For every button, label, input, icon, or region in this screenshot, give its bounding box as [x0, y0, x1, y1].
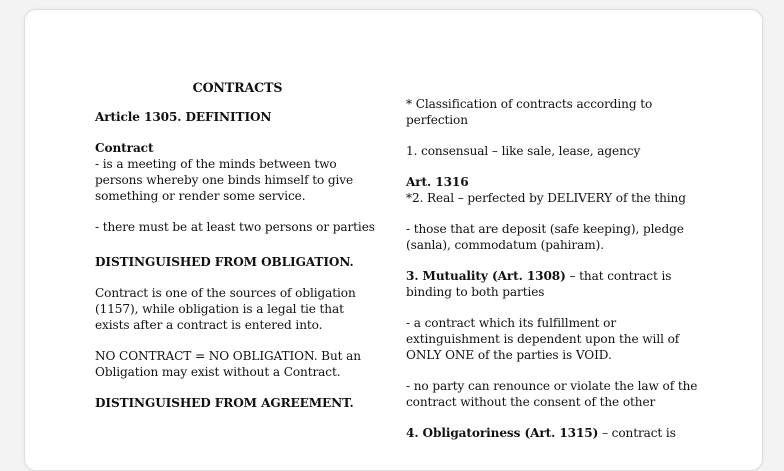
distinguished-from-obligation-heading: DISTINGUISHED FROM OBLIGATION.	[95, 255, 354, 269]
mutuality-void-text: - a contract which its fulfillment or extinguishment is dependent upon the will of ONLY ONE of the parties is VOID.	[406, 316, 680, 362]
right-column	[406, 96, 701, 441]
mutuality-heading: 3. Mutuality (Art. 1308)	[406, 269, 566, 283]
obligatoriness-text: – contract is	[598, 426, 676, 440]
obligation-text: Contract is one of the sources of obligation (1157), while obligation is a legal tie that exists after a contract is entered into.	[95, 286, 356, 332]
art-1316-heading: Art. 1316	[406, 175, 469, 189]
contract-term: Contract	[95, 141, 154, 155]
consensual-text: 1. consensual – like sale, lease, agency	[406, 144, 641, 158]
left-column	[95, 80, 380, 411]
two-persons-note: - there must be at least two persons or parties	[95, 220, 375, 234]
mutuality-text: – that contract is binding to both parties	[406, 269, 672, 299]
document-page	[24, 9, 763, 471]
real-text: *2. Real – perfected by DELIVERY of the thing	[406, 191, 686, 205]
no-contract-text: NO CONTRACT = NO OBLIGATION. But an Obligation may exist without a Contract.	[95, 349, 361, 379]
no-party-text: - no party can renounce or violate the law of the contract without the consent of the other	[406, 379, 698, 409]
real-examples-text: - those that are deposit (safe keeping), pledge (sanla), commodatum (pahiram).	[406, 222, 684, 252]
contract-definition: - is a meeting of the minds between two persons whereby one binds himself to give something or render some service.	[95, 157, 354, 203]
article-1305-heading: Article 1305. DEFINITION	[95, 110, 272, 124]
page-title: CONTRACTS	[192, 80, 283, 95]
obligatoriness-heading: 4. Obligatoriness (Art. 1315)	[406, 426, 599, 440]
mutuality-paragraph	[406, 268, 701, 300]
classification-text: * Classification of contracts according to perfection	[406, 97, 653, 127]
obligatoriness-paragraph	[406, 425, 701, 441]
distinguished-from-agreement-heading: DISTINGUISHED FROM AGREEMENT.	[95, 396, 354, 410]
